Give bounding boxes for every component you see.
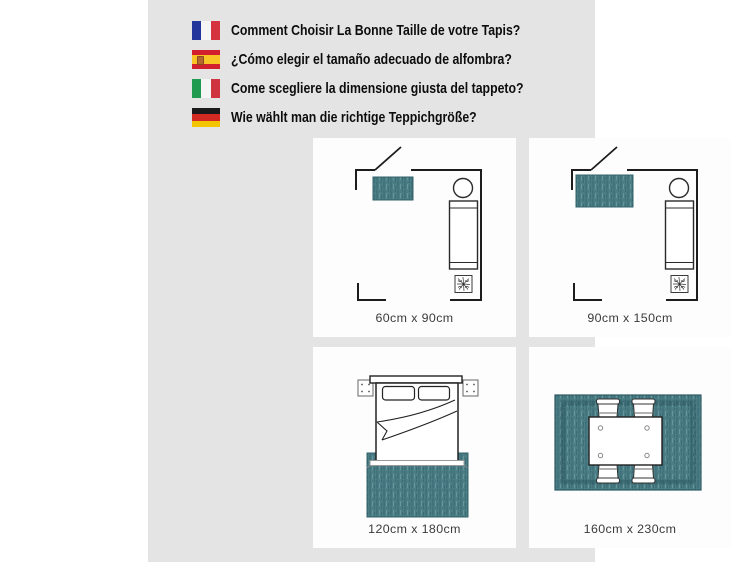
rug-60x90-icon	[373, 177, 413, 200]
size-label: 60cm x 90cm	[375, 311, 454, 325]
panel-rug-90x150	[529, 138, 731, 337]
chair-bottom-right-icon	[632, 465, 655, 483]
chair-top-left-icon	[597, 399, 620, 417]
question-text-german: Wie wählt man die richtige Teppichgröße?	[231, 109, 477, 126]
question-text-italian: Come scegliere la dimensione giusta del tappeto?	[231, 80, 524, 97]
question-row-spanish	[192, 50, 588, 69]
germany-flag-icon	[192, 108, 220, 127]
spain-flag-icon	[192, 50, 220, 69]
rug-90x150-icon	[576, 175, 633, 207]
size-label: 90cm x 150cm	[587, 311, 673, 325]
door-icon	[375, 147, 401, 170]
bed-on-rug-diagram	[313, 347, 516, 548]
size-label: 120cm x 180cm	[368, 522, 461, 536]
question-row-italian	[192, 79, 588, 98]
italy-flag-icon	[192, 79, 220, 98]
content-area	[148, 0, 677, 562]
panel-rug-160x230	[529, 347, 731, 548]
sofa-icon	[666, 201, 694, 269]
question-row-french	[192, 21, 588, 40]
floorplan-medium-rug-diagram	[529, 138, 731, 337]
question-row-german	[192, 108, 588, 127]
plant-icon	[455, 276, 472, 293]
dining-table-icon	[589, 417, 662, 465]
panel-rug-60x90	[313, 138, 516, 337]
pillow-left-icon	[383, 387, 415, 401]
france-flag-icon	[192, 21, 220, 40]
header	[192, 21, 588, 137]
bed-icon	[367, 376, 468, 468]
plant-icon	[671, 276, 688, 293]
spain-coat-of-arms-icon	[197, 56, 204, 65]
question-text-french: Comment Choisir La Bonne Taille de votre Tapis?	[231, 22, 521, 39]
question-text-spanish: ¿Cómo elegir el tamaño adecuado de alfombra?	[231, 51, 512, 68]
headboard-icon	[370, 376, 462, 383]
chair-top-right-icon	[632, 399, 655, 417]
chair-bottom-left-icon	[597, 465, 620, 483]
sofa-icon	[450, 201, 478, 269]
side-table-icon	[670, 179, 689, 198]
pillow-right-icon	[419, 387, 450, 401]
dining-table-on-rug-diagram	[529, 347, 731, 548]
floorplan-small-rug-diagram	[313, 138, 516, 337]
nightstand-right-icon	[463, 380, 478, 396]
door-icon	[591, 147, 617, 170]
side-table-icon	[454, 179, 473, 198]
panel-rug-120x180	[313, 347, 516, 548]
size-label: 160cm x 230cm	[583, 522, 677, 536]
